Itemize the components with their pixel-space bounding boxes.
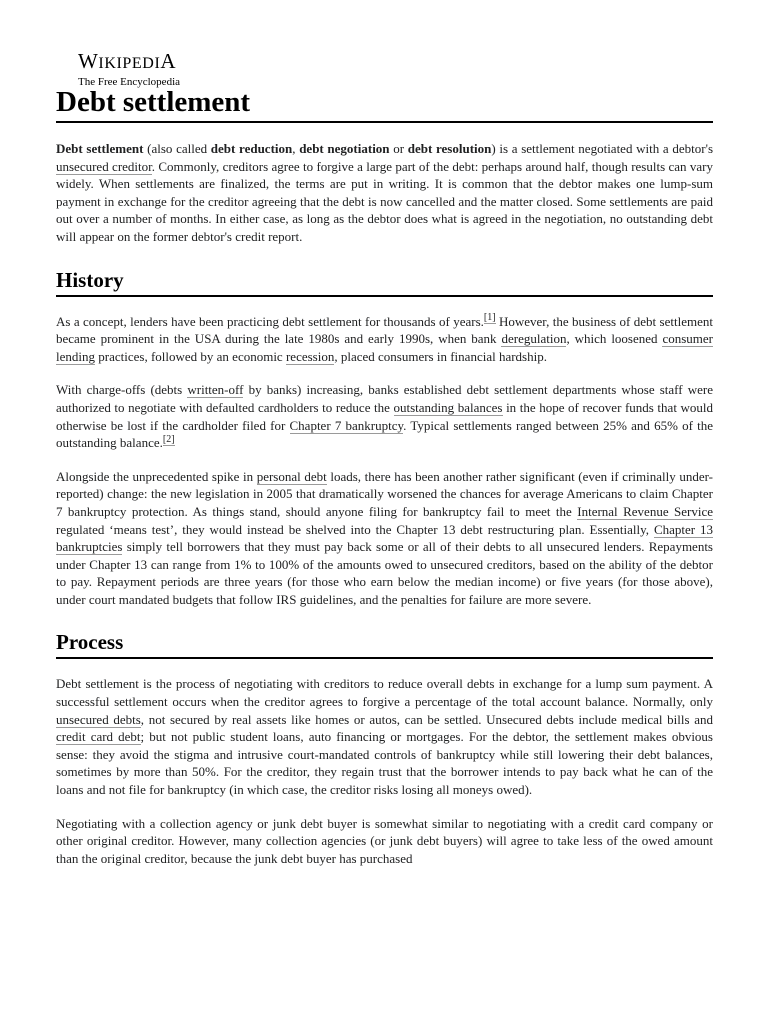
link-written-off[interactable]: written-off: [187, 382, 244, 398]
citation-ref[interactable]: [1]: [483, 312, 496, 324]
link-unsecured-debts[interactable]: unsecured debts: [56, 711, 141, 727]
link-unsecured-creditor[interactable]: unsecured creditor: [56, 158, 152, 174]
history-paragraph: As a concept, lenders have been practicing debt settlement for thousands of years.[1] However, the business of debt settlement became prominent in the USA during the late 1980s and early 1990s, when bank deregulation, which loosened consumer lending practices, followed by an economic recession, placed consumers in financial hardship.: [56, 312, 713, 364]
link-credit-card-debt[interactable]: credit card debt: [56, 729, 141, 745]
intro-paragraph: Debt settlement (also called debt reduction, debt negotiation or debt resolution) is a settlement negotiated with a debtor's unsecured creditor. Commonly, creditors agree to forgive a large part of the debt: perhaps around half, though results can vary widely. When settlements are finalized, the terms are put in writing. It is common that the debtor makes one lump-sum payment in exchange for the creditor agreeing that the debt is now cancelled and the matter closed. Some settlements are paid out over a number of months. In either case, as long as the debtor does what is agreed in the negotiation, no outstanding debt will appear on the former debtor's credit report.: [56, 141, 714, 244]
section-heading-history: History: [56, 266, 713, 297]
article-body: [56, 140, 713, 883]
page-title: Debt settlement: [56, 84, 713, 123]
history-paragraph: Alongside the unprecedented spike in personal debt loads, there has been another rather significant (even if criminally under-reported) change: the new legislation in 2005 that dramatically worsened the chances for average Americans to claim Chapter 7 bankruptcy protection. As things stand, should anyone filing for bankruptcy fail to meet the Internal Revenue Service regulated ‘means test’, they would instead be shelved into the Chapter 13 debt restructuring plan. Essentially, Chapter 13 bankruptcies simply tell borrowers that they must pay back some or all of their debts to all unsecured lenders. Repayments under Chapter 13 can range from 1% to 100% of the amounts owed to unsecured creditors, based on the ability of the debtor to pay. Repayment periods are three years (for those who earn below the median income) or five years (for those above), under court mandated budgets that follow IRS guidelines, and the penalties for failure are more severe.: [56, 468, 714, 607]
alt-term-bold: debt resolution: [407, 141, 492, 156]
logo-tagline: The Free Encyclopedia: [78, 76, 181, 88]
section-heading-process: Process: [56, 628, 713, 659]
link-recession[interactable]: recession: [285, 348, 335, 364]
link-consumer-lending[interactable]: consumer lending: [56, 331, 713, 364]
term-bold: Debt settlement: [56, 141, 144, 156]
link-outstanding-balances[interactable]: outstanding balances: [393, 399, 503, 415]
alt-term-bold: debt reduction: [210, 141, 293, 156]
link-chapter-7-bankruptcy[interactable]: Chapter 7 bankruptcy: [289, 417, 404, 433]
process-paragraph: Debt settlement is the process of negotiating with creditors to reduce overall debts in exchange for a lump sum payment. A successful settlement occurs when the creditor agrees to forgive a percentage of the total account balance. Normally, only unsecured debts, not secured by real assets like homes or autos, can be settled. Unsecured debts include medical bills and credit card debt; but not public student loans, auto financing or mortgages. For the debtor, the settlement makes obvious sense: they avoid the stigma and intrusive court-mandated controls of bankruptcy while still lowering their debt balances, sometimes by more than 50%. For the creditor, they regain trust that the borrower intends to pay back what he can of the loans and not file for bankruptcy (in which case, the creditor risks losing all moneys owed).: [56, 676, 714, 798]
link-personal-debt[interactable]: personal debt: [256, 468, 327, 484]
history-paragraph: With charge-offs (debts written-off by banks) increasing, banks established debt settlement departments whose staff were authorized to negotiate with defaulted cardholders to reduce the outstanding balances in the hope of recover funds that would otherwise be lost if the cardholder filed for Chapter 7 bankruptcy. Typical settlements ranged between 25% and 65% of the outstanding balance.[2]: [56, 382, 713, 451]
link-deregulation[interactable]: deregulation: [501, 331, 567, 347]
wikipedia-logo[interactable]: [78, 50, 218, 88]
link-internal-revenue-service[interactable]: Internal Revenue Service: [577, 503, 714, 519]
process-paragraph: Negotiating with a collection agency or junk debt buyer is somewhat similar to negotiating with a credit card company or other original creditor. However, many collection agencies (or junk debt buyers) will agree to take less of the owed amount than the original creditor, because the junk debt buyer has purchased: [56, 815, 713, 866]
link-chapter-13-bankruptcies[interactable]: Chapter 13 bankruptcies: [56, 521, 713, 555]
citation-ref[interactable]: [2]: [162, 433, 175, 445]
logo-wordmark: WIKIPEDIA: [78, 49, 177, 73]
alt-term-bold: debt negotiation: [299, 141, 390, 156]
